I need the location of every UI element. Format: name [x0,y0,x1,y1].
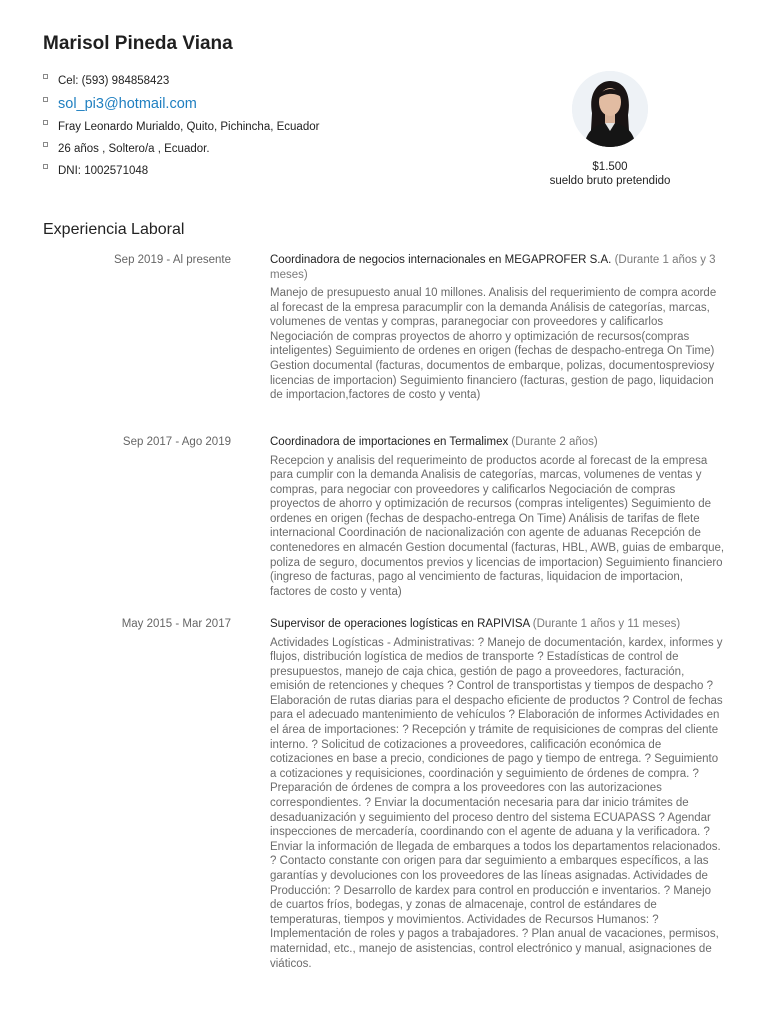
address-text: Fray Leonardo Murialdo, Quito, Pichincha, Ecuador [58,121,320,133]
contact-phone [43,72,319,94]
bullet-icon [43,120,48,125]
bullet-icon [43,97,48,102]
contact-address [43,118,319,140]
job-dates: Sep 2019 - Al presente [114,254,231,266]
age-status-text: 26 años , Soltero/a , Ecuador. [58,143,210,155]
candidate-name: Marisol Pineda Viana [43,33,233,54]
bullet-icon [43,142,48,147]
job-duration: (Durante 1 años y 3 meses) [270,254,716,281]
contact-age-status [43,140,319,162]
job-duration: (Durante 2 años) [511,436,598,448]
job-description: Manejo de presupuesto anual 10 millones. Analisis del requerimiento de compra acorde al forecast de la empresa paracumplir con la demanda Análisis de categorías, marcas, volumenes de ventas y compras, paranegociar con proveedores y calificarlos Negociación de compras proyectos de ahorro y optimización de recursos(compras inteligentes) Seguimiento de ordenes en origen (fechas de despacho-entrega On Time) Gestion documental (facturas, documentos de embarque, polizas, documentospreviosy licencias de importacion) Seguimiento financiero (facturas, gestion de pago, liquidacion de importacion,factores de costo y venta) [270,287,717,402]
job-description: Actividades Logísticas - Administrativas: ? Manejo de documentación, kardex, informes y flujos, distribución logística de medios de transporte ? Estadísticas de control de presupuestos, manejo de caja chica, gestión de pago a proveedores, facturación, emisión de retenciones y cheques ? Control de transportistas y tiempos de despacho ? Elaboración de rutas diarias para el despacho eficiente de productos ? Control de fechas para el adecuado mantenimiento de vehículos ? Elaboración de informes Actividades en el área de importaciones: ? Recepción y trámite de requisiciones de compras del cliente interno. ? Solicitud de cotizaciones a proveedores, calificación económica de cotizaciones en base a precio, condiciones de pago y tiempo de entrega. ? Seguimiento a cotizaciones y requisiciones, coordinación y seguimiento de órdenes de compra. ? Preparación de órdenes de compra a los proveedores con las autorizaciones correspondientes. ? Enviar la documentación necesaria para dar inicio trámites de desaduanización y seguimiento del proceso dentro del sistema ECUAPASS ? Agendar inspecciones de mercadería, coordinando con el agente de aduana y la verificadora. ? Enviar la información de llegada de embarques a todos los departamentos relacionados. ? Contacto constante con origen para dar seguimiento a embarques específicos, a las garantías y devoluciones con los proveedores de las líneas asignadas. Actividades de Producción: ? Desarrollo de kardex para control en producción e inventarios. ? Manejo de cuartos fríos, bodegas, y zonas de almacenaje, control de estándares de temperaturas, tiempos y movimientos. Actividades de Recursos Humanos: ? Implementación de roles y pagos a trabajadores. ? Plan anual de vacaciones, permisos, maternidad, etc., manejo de asistencias, control electrónico y manual, asignaciones de viáticos. [270,636,723,970]
email-link[interactable]: sol_pi3@hotmail.com [58,96,197,112]
job-duration: (Durante 1 años y 11 meses) [532,618,681,630]
profile-photo [572,71,648,147]
bullet-icon [43,74,48,79]
dni-text: DNI: 1002571048 [58,165,149,177]
portrait-illustration [572,71,648,147]
job-description: Recepcion y analisis del requerimeinto de productos acorde al forecast de la empresa para cumplir con la demanda Analisis de categorías, marcas, volumenes de ventas y compras, para negociar con proveedores y calificarlos Negociación de compras proyectos de ahorro y optimización de recursos (compras inteligentes) Seguimiento de ordenes en origen (fechas de despacho-entrega On Time) Análisis de tarifas de flete internacional Coordinación de nacionalización con agente de aduanas Recepción de contenedores en almacén Gestion documental (facturas, HBL, AWB, guias de embarque, poliza de seguro, documentos previos y licencias de importacion) Seguimiento financiero (ingreso de facturas, pago al vencimiento de facturas, liquidacion de importacion, factores de costo y venta) [270,454,725,598]
bullet-icon [43,164,48,169]
job-dates: May 2015 - Mar 2017 [121,618,231,630]
section-title-experience: Experiencia Laboral [43,221,185,238]
job-position: Coordinadora de negocios internacionales en MEGAPROFER S.A. [270,254,612,266]
job-dates: Sep 2017 - Ago 2019 [122,436,231,448]
job-position: Coordinadora de importaciones en Termalimex [270,436,509,448]
job-position: Supervisor de operaciones logísticas en RAPIVISA [270,618,530,630]
salary-caption: sueldo bruto pretendido [549,175,671,187]
contact-dni [43,162,319,184]
contact-email[interactable] [43,94,319,118]
salary-amount: $1.500 [592,161,628,173]
phone-text: Cel: (593) 984858423 [58,75,170,87]
contact-list [43,72,319,184]
